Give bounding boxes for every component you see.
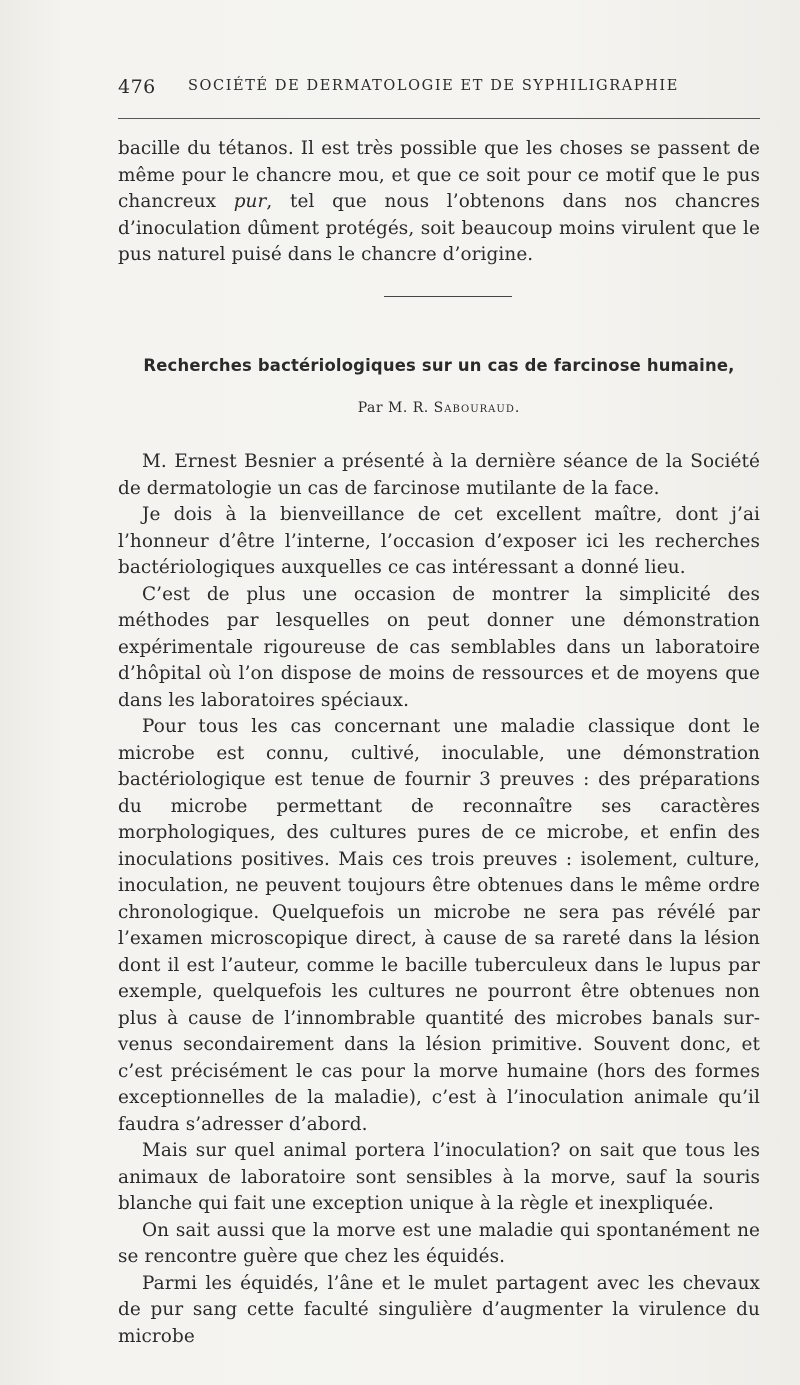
header-rule xyxy=(118,118,760,119)
article-title: Recherches bactériologiques sur un cas de farcinose humaine, xyxy=(143,356,735,375)
page-number: 476 xyxy=(118,76,156,98)
article-body xyxy=(118,449,760,1350)
article-byline xyxy=(118,400,760,416)
opening-paragraph xyxy=(118,136,760,269)
opening-text-part2: , tel que nous l’obtenons dans nos chancres d’inoculation dûment protégés, soit beaucoup moins virulent que le pus naturel puisé dans le chancre d’origine. xyxy=(118,191,760,265)
paragraph-7: Parmi les équidés, l’âne et le mulet partagent avec les chevaux de pur sang cette faculté singulière d’augmenter la virulence du microbe xyxy=(118,1272,760,1347)
paragraph-3: C’est de plus une occasion de montrer la simplicité des méthodes par lesquelles on peut donner une démonstration expérimentale rigoureuse de cas semblables dans un laboratoire d’hôpital où l’on dispose de moins de ressources et de moyens que dans les laboratoires spéciaux. xyxy=(118,583,760,711)
paragraph-2: Je dois à la bienveillance de cet excellent maître, dont j’ai l’honneur d’être l’interne, l’occasion d’exposer ici les recherches bactériologiques auxquelles ce cas intéressant a donné lieu. xyxy=(118,504,760,578)
section-separator-rule xyxy=(384,296,512,297)
opening-emphasis: pur xyxy=(233,191,267,212)
byline-prefix: Par M. R. xyxy=(357,400,434,416)
running-head: SOCIÉTÉ DE DERMATOLOGIE ET DE SYPHILIGRAPHIE xyxy=(188,78,679,94)
byline-author: Sabouraud. xyxy=(433,400,521,416)
page-header xyxy=(118,76,758,100)
paragraph-1: M. Ernest Besnier a présenté à la dernière séance de la Société de dermatologie un cas de farcinose mutilante de la face. xyxy=(118,451,760,499)
paragraph-5: Mais sur quel animal portera l’inoculation? on sait que tous les animaux de laboratoire sont sensibles à la morve, sauf la souris blanche qui fait une exception unique à la règle et inexpliquée. xyxy=(118,1140,760,1214)
paragraph-4: Pour tous les cas concernant une maladie classique dont le microbe est connu, cultivé, inoculable, une démonstration bactériologique est tenue de fournir 3 preuves : des préparations du microbe permettant de reconnaître ses caractères morphologiques, des cultures pures de ce microbe, et enfin des inoculations positives. Mais ces trois preuves : isolement, culture, inoculation, ne peuvent toujours être obtenues dans le même ordre chronologique. Quelquefois un microbe ne sera pas révélé par l’examen microscopique direct, à cause de sa rareté dans la lésion dont il est l’auteur, comme le bacille tuberculeux dans le lupus par exemple, quelquefois les cultures ne pourront être obtenues non plus à cause de l’innombrable quantité des microbes banals survenus secondairement dans la lésion primitive. Souvent donc, et c’est précisément le cas pour la morve humaine (hors des formes exceptionnelles de la maladie), c’est à l’inoculation animale qu’il faudra s’adresser d’abord. xyxy=(118,716,760,1135)
paragraph-6: On sait aussi que la morve est une maladie qui spontanément ne se rencontre guère que chez les équidés. xyxy=(118,1219,760,1267)
opening-text-part1: bacille du tétanos. Il est très possible que les choses se passent de même pour le chancre mou, et que ce soit pour ce motif que le pus chancreux xyxy=(118,138,760,212)
